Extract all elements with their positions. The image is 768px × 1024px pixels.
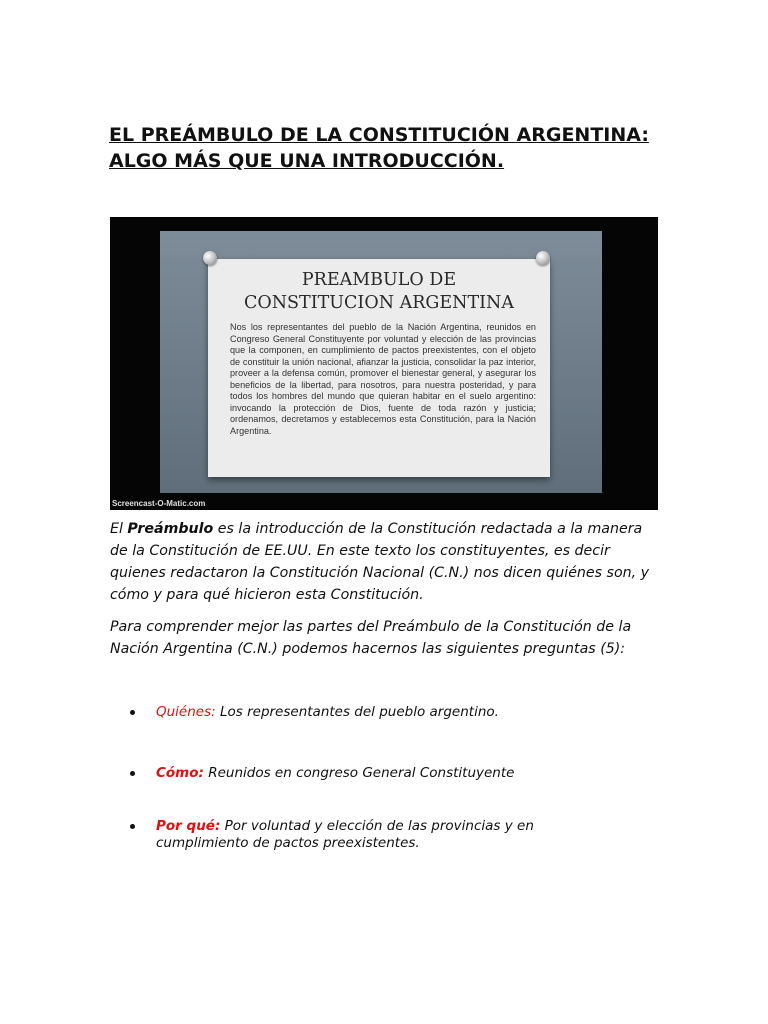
slide-card: [208, 259, 550, 477]
bullet-label: Quiénes:: [156, 704, 216, 720]
title-line-2: ALGO MÁS QUE UNA INTRODUCCIÓN.: [109, 150, 505, 172]
intro-rest: es la introducción de la Constitución redactada a la manera de la Constitución de EE.UU. En este texto los constituyentes, es decir quienes redactaron la Constitución Nacional (C.N.) nos dicen quiénes son, y cómo y para qué hicieron esta Constitución.: [110, 521, 650, 603]
bullet-icon: [130, 771, 135, 776]
slide-title: [208, 269, 550, 315]
intro-bold-term: Preámbulo: [127, 521, 214, 537]
title-line-1: EL PREÁMBULO DE LA CONSTITUCIÓN ARGENTINA:: [109, 124, 649, 146]
pushpin-icon: [536, 251, 550, 265]
slide-title-line-1: PREAMBULO DE: [301, 270, 457, 290]
questions-paragraph: Para comprender mejor las partes del Preámbulo de la Constitución de la Nación Argentina (C.N.) podemos hacernos las siguientes preguntas (5):: [110, 619, 632, 657]
bullet-icon: [130, 710, 135, 715]
video-watermark: Screencast-O-Matic.com: [112, 499, 206, 508]
slide-preamble-text: Nos los representantes del pueblo de la Nación Argentina, reunidos en Congreso General Constituyente por voluntad y elección de las provincias que la componen, en cumplimiento de pactos preexistentes, con el objeto de constituir la unión nacional, afianzar la justicia, consolidar la paz interior, proveer a la defensa común, promover el bienestar general, y asegurar los beneficios de la libertad, para nosotros, para nuestra posteridad, y para todos los hombres del mundo que quieran habitar en el suelo argentino: invocando la protección de Dios, fuente de toda razón y justicia; ordenamos, decretamos y establecemos esta Constitución, para la Nación Argentina.: [230, 322, 536, 436]
bullet-icon: [130, 824, 135, 829]
slide-title-line-2: CONSTITUCION ARGENTINA: [244, 293, 514, 313]
bullet-label: Por qué:: [156, 818, 221, 834]
pushpin-icon: [203, 251, 217, 265]
bullet-text: Los representantes del pueblo argentino.: [215, 704, 499, 720]
bullet-text: Reunidos en congreso General Constituyente: [203, 765, 515, 781]
document-title: [109, 122, 669, 174]
video-player[interactable]: [110, 217, 658, 510]
bullet-label: Cómo:: [156, 765, 204, 781]
intro-paragraph: [110, 518, 650, 606]
intro-prefix: El: [110, 521, 128, 537]
bullet-text: Por voluntad y elección de las provincias y en cumplimiento de pactos preexistentes.: [156, 818, 534, 851]
